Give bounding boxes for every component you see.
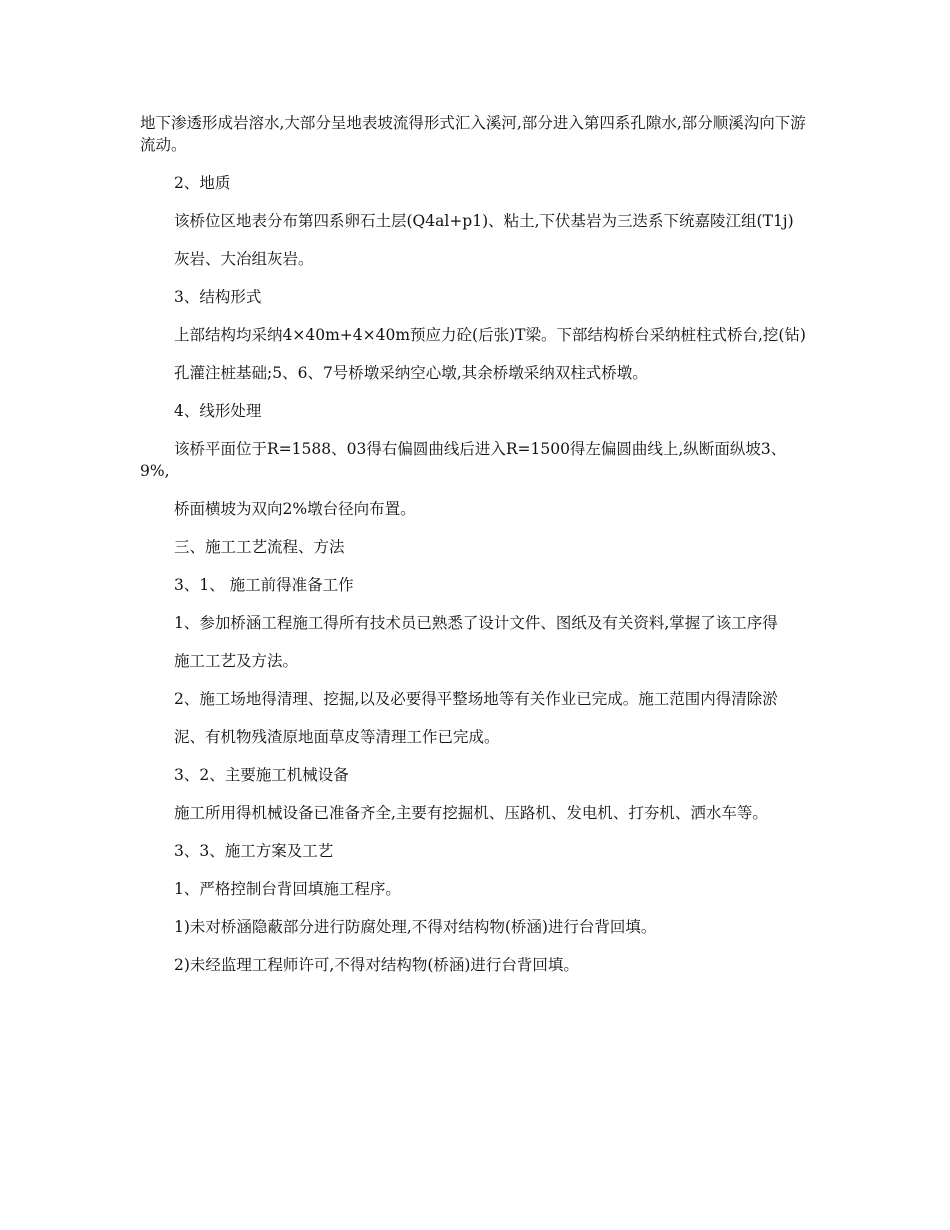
paragraph-plan-1: 1、严格控制台背回填施工程序。 bbox=[174, 880, 401, 898]
heading-alignment: 4、线形处理 bbox=[174, 402, 262, 420]
paragraph-preparation-2-cont: 泥、有机物残渣原地面草皮等清理工作已完成。 bbox=[174, 728, 500, 746]
paragraph-preparation-1-cont: 施工工艺及方法。 bbox=[174, 652, 299, 670]
paragraph-preparation-1: 1、参加桥涵工程施工得所有技术员已熟悉了设计文件、图纸及有关资料,掌握了该工序得 bbox=[174, 614, 778, 632]
paragraph-geology-cont: 灰岩、大冶组灰岩。 bbox=[174, 250, 314, 268]
heading-geology: 2、地质 bbox=[174, 174, 231, 192]
heading-structure: 3、结构形式 bbox=[174, 288, 262, 306]
heading-construction-process: 三、施工工艺流程、方法 bbox=[174, 538, 345, 556]
paragraph-alignment-cont: 桥面横坡为双向2%墩台径向布置。 bbox=[174, 500, 416, 518]
paragraph-geology: 该桥位区地表分布第四系卵石土层(Q4al+p1)、粘土,下伏基岩为三迭系下统嘉陵江组(T1j) bbox=[174, 212, 794, 230]
heading-preparation: 3、1、 施工前得准备工作 bbox=[174, 576, 354, 594]
heading-equipment: 3、2、主要施工机械设备 bbox=[174, 766, 349, 784]
paragraph-equipment: 施工所用得机械设备已准备齐全,主要有挖掘机、压路机、发电机、打夯机、洒水车等。 bbox=[174, 804, 768, 822]
paragraph-structure-cont: 孔灌注桩基础;5、6、7号桥墩采纳空心墩,其余桥墩采纳双柱式桥墩。 bbox=[174, 364, 648, 382]
paragraph-plan-1a: 1)未对桥涵隐蔽部分进行防腐处理,不得对结构物(桥涵)进行台背回填。 bbox=[174, 918, 657, 936]
document-body bbox=[140, 112, 810, 992]
heading-plan: 3、3、施工方案及工艺 bbox=[174, 842, 334, 860]
paragraph-plan-1b: 2)未经监理工程师许可,不得对结构物(桥涵)进行台背回填。 bbox=[174, 956, 579, 974]
paragraph-preparation-2: 2、施工场地得清理、挖掘,以及必要得平整场地等有关作业已完成。施工范围内得清除淤 bbox=[174, 690, 778, 708]
paragraph-alignment: 该桥平面位于R=1588、03得右偏圆曲线后进入R=1500得左偏圆曲线上,纵断面纵坡3、9%, bbox=[140, 440, 787, 480]
paragraph-structure: 上部结构均采纳4×40m+4×40m预应力砼(后张)T梁。下部结构桥台采纳桩柱式桥台,挖(钻) bbox=[174, 326, 806, 344]
paragraph-groundwater: 地下渗透形成岩溶水,大部分呈地表坡流得形式汇入溪河,部分进入第四系孔隙水,部分顺溪沟向下游流动。 bbox=[140, 114, 806, 154]
